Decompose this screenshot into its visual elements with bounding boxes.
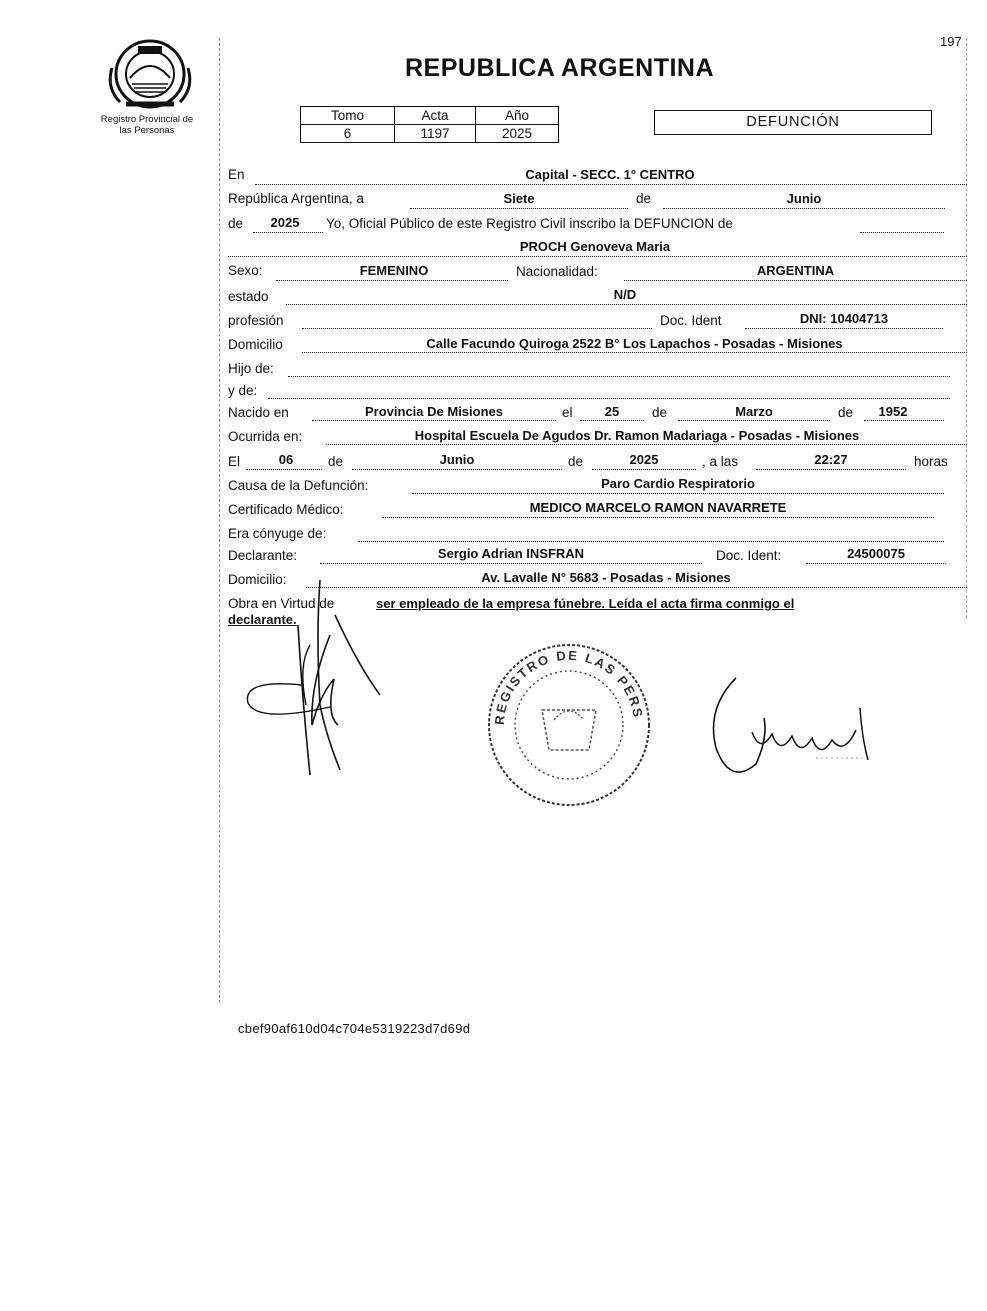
svg-text:REGISTRO DE LAS PERSONAS xyxy=(478,628,646,725)
label-de-dia: de xyxy=(652,405,668,420)
page-number: 197 xyxy=(940,34,962,49)
label-nacionalidad: Nacionalidad: xyxy=(516,264,598,279)
field-ocurrida-en: Hospital Escuela De Agudos Dr. Ramon Madariaga - Posadas - Misiones xyxy=(414,428,860,443)
label-de2: de xyxy=(228,216,244,231)
dotted-line xyxy=(306,587,967,588)
label-causa: Causa de la Defunción: xyxy=(228,478,369,493)
dotted-line xyxy=(806,563,946,564)
label-profesion: profesión xyxy=(228,313,284,328)
label-ocurrida-en: Ocurrida en: xyxy=(228,429,303,444)
dotted-line xyxy=(255,184,967,185)
dotted-line xyxy=(745,328,943,329)
header-acta: Acta xyxy=(395,107,476,125)
field-sexo: FEMENINO xyxy=(359,263,429,278)
dotted-line xyxy=(326,444,967,445)
label-republica: República Argentina, a xyxy=(228,191,364,206)
logo-caption-line1: Registro Provincial de xyxy=(100,114,194,125)
dotted-line xyxy=(312,420,556,421)
field-nac-mes: Marzo xyxy=(735,404,773,419)
label-el: el xyxy=(562,405,573,420)
dotted-line xyxy=(663,208,945,209)
field-nac-anio: 1952 xyxy=(878,404,908,419)
label-el2: El xyxy=(228,454,241,469)
registry-table xyxy=(300,106,559,143)
declarant-signature xyxy=(240,575,390,780)
left-margin-line xyxy=(219,38,220,1003)
dotted-line xyxy=(592,469,696,470)
value-acta: 1197 xyxy=(395,125,476,143)
field-nacionalidad: ARGENTINA xyxy=(756,263,835,278)
label-de4: de xyxy=(568,454,584,469)
record-type-box: DEFUNCIÓN xyxy=(654,110,932,135)
right-margin-line xyxy=(966,38,967,618)
dotted-line xyxy=(352,469,562,470)
header-tomo: Tomo xyxy=(301,107,395,125)
official-registry-stamp xyxy=(477,628,654,810)
dotted-line xyxy=(228,256,967,257)
dotted-line xyxy=(246,469,322,470)
label-nacido-en: Nacido en xyxy=(228,405,289,420)
label-horas: horas xyxy=(914,454,948,469)
label-sexo: Sexo: xyxy=(228,263,263,278)
dotted-line xyxy=(253,232,323,233)
field-def-dia: 06 xyxy=(278,452,294,467)
dotted-line xyxy=(276,280,508,281)
label-doc-ident2: Doc. Ident: xyxy=(716,548,782,563)
label-declarante: Declarante: xyxy=(228,548,298,563)
field-lugar: Capital - SECC. 1° CENTRO xyxy=(525,167,695,182)
stamp-text: REGISTRO DE LAS PERSONAS xyxy=(477,628,646,726)
dotted-line xyxy=(624,280,967,281)
dotted-line xyxy=(302,328,652,329)
document-hash: cbef90af610d04c704e5319223d7d69d xyxy=(238,1021,471,1036)
field-nombre: PROCH Genoveva Maria xyxy=(519,239,671,254)
dotted-line xyxy=(320,563,702,564)
label-de-mes: de xyxy=(838,405,854,420)
dotted-line xyxy=(268,398,950,399)
field-estado: N/D xyxy=(613,287,637,302)
label-obra-virtud: Obra en Virtud de xyxy=(228,596,335,611)
obra-virtud-text-line2: declarante. xyxy=(228,612,297,627)
value-tomo: 6 xyxy=(301,125,395,143)
label-conyuge: Era cónyuge de: xyxy=(228,526,327,541)
dotted-line xyxy=(678,420,830,421)
field-declarante-doc: 24500075 xyxy=(847,546,905,561)
label-estado: estado xyxy=(228,289,269,304)
label-de3: de xyxy=(328,454,344,469)
dotted-line xyxy=(580,420,644,421)
dotted-line xyxy=(864,420,944,421)
label-y-de: y de: xyxy=(228,383,258,398)
dotted-line xyxy=(756,469,906,470)
field-certificado: MEDICO MARCELO RAMON NAVARRETE xyxy=(529,500,787,515)
dotted-line xyxy=(860,232,944,233)
field-def-hora: 22:27 xyxy=(814,452,848,467)
document-title: REPUBLICA ARGENTINA xyxy=(405,54,715,82)
dotted-line xyxy=(302,352,967,353)
field-nacido-en: Provincia De Misiones xyxy=(365,404,503,419)
field-mes-acta: Junio xyxy=(786,191,822,206)
dotted-line xyxy=(410,208,628,209)
header-anio: Año xyxy=(476,107,559,125)
label-certificado: Certificado Médico: xyxy=(228,502,344,517)
field-causa: Paro Cardio Respiratorio xyxy=(601,476,755,491)
label-de: de xyxy=(636,191,652,206)
dotted-line xyxy=(288,376,950,377)
field-nac-dia: 25 xyxy=(604,404,620,419)
label-hijo-de: Hijo de: xyxy=(228,361,274,376)
label-a-las: , a las xyxy=(702,454,739,469)
field-domicilio: Calle Facundo Quiroga 2522 B° Los Lapachos - Posadas - Misiones xyxy=(426,336,843,351)
dotted-line xyxy=(358,541,944,542)
label-domicilio2: Domicilio: xyxy=(228,572,287,587)
value-anio: 2025 xyxy=(476,125,559,143)
field-anio-acta: 2025 xyxy=(270,215,300,230)
field-def-anio: 2025 xyxy=(629,452,659,467)
field-def-mes: Junio xyxy=(439,452,475,467)
officer-signature xyxy=(696,668,876,788)
dotted-line xyxy=(382,517,934,518)
field-dia-texto: Siete xyxy=(503,191,535,206)
logo-caption xyxy=(82,114,212,136)
dotted-line xyxy=(286,304,967,305)
label-doc-ident: Doc. Ident xyxy=(660,313,722,328)
dotted-line xyxy=(412,493,944,494)
province-coat-of-arms-logo xyxy=(104,38,196,110)
label-domicilio: Domicilio xyxy=(228,337,283,352)
logo-caption-line2: las Personas xyxy=(119,125,175,136)
field-declarante-domicilio: Av. Lavalle N° 5683 - Posadas - Misiones xyxy=(481,570,731,585)
label-en: En xyxy=(228,167,245,182)
field-declarante: Sergio Adrian INSFRAN xyxy=(437,546,585,561)
field-dni: DNI: 10404713 xyxy=(799,311,889,326)
label-yo-oficial: Yo, Oficial Público de este Registro Civil inscribo la DEFUNCION de xyxy=(326,216,733,231)
obra-virtud-text: ser empleado de la empresa fúnebre. Leída el acta firma conmigo el xyxy=(376,596,795,611)
